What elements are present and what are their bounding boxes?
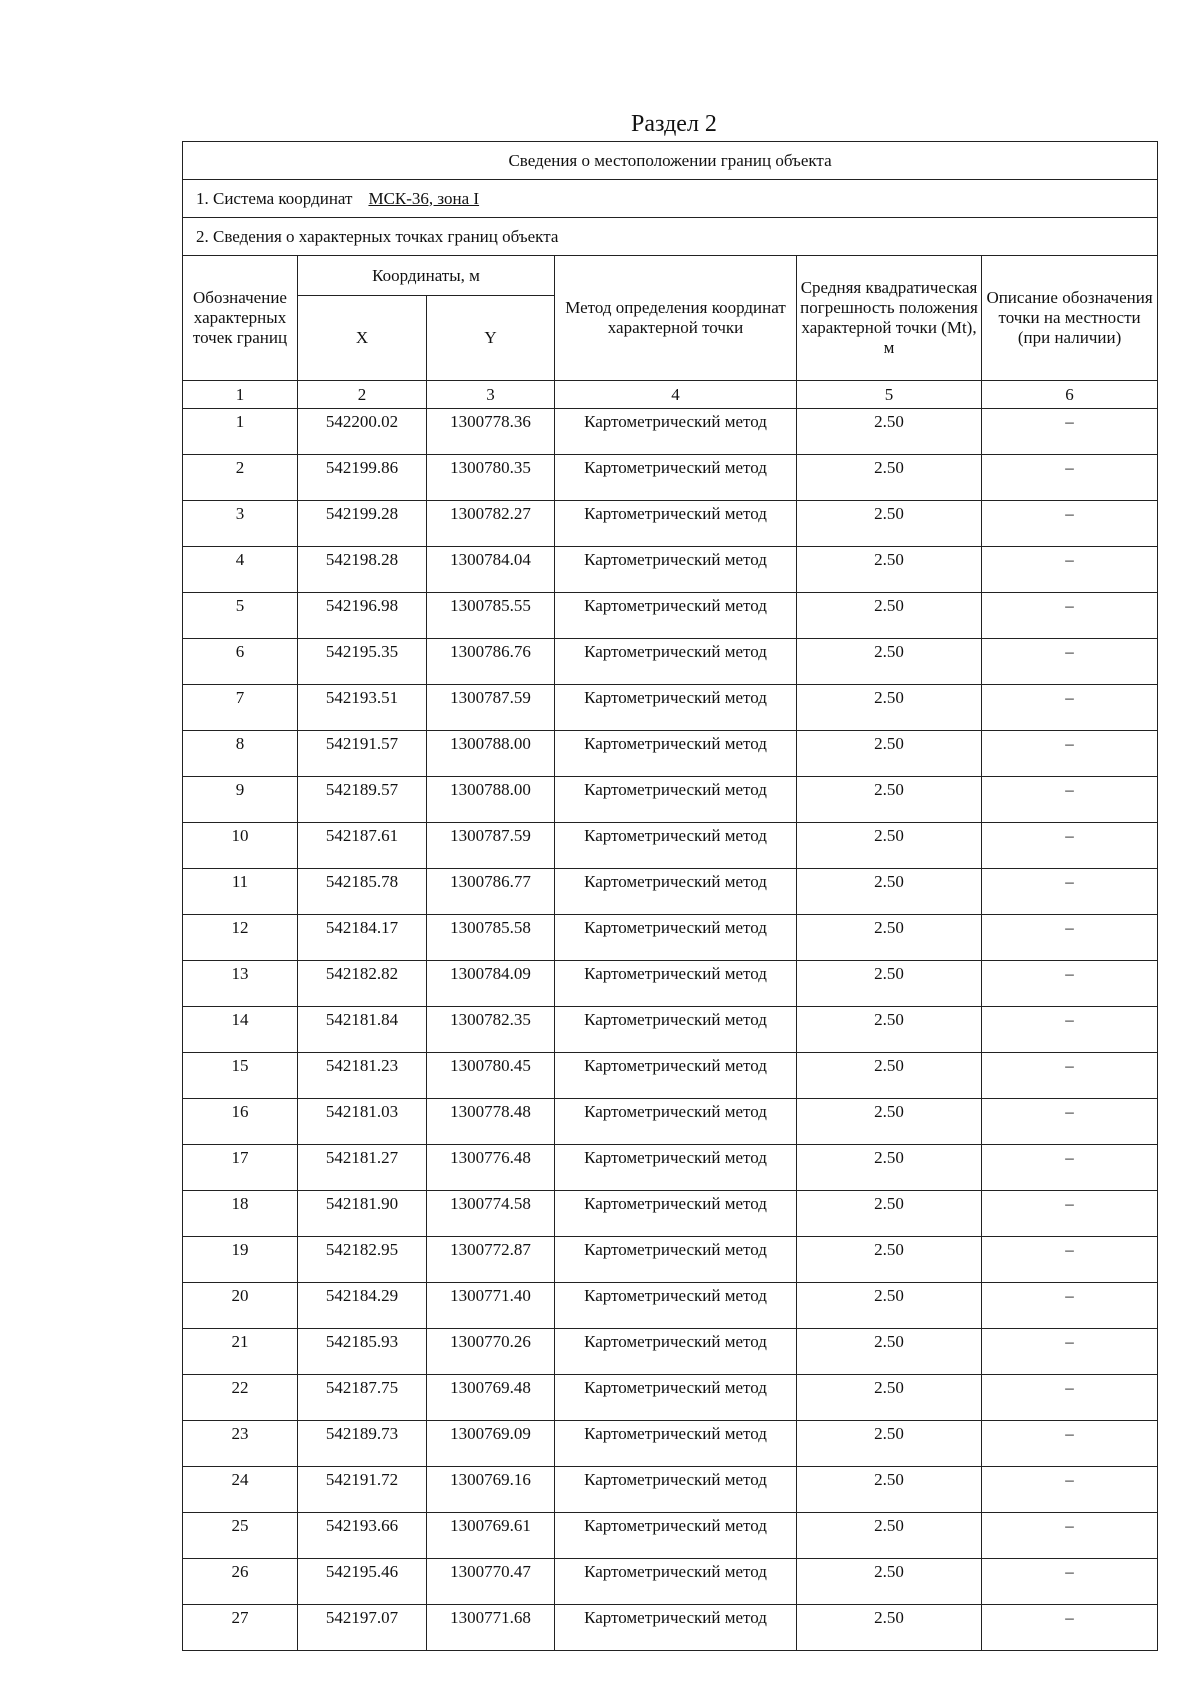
method-cell: Картометрический метод bbox=[555, 1467, 797, 1513]
y-coordinate-cell: 1300771.68 bbox=[427, 1605, 555, 1651]
x-coordinate-cell: 542189.73 bbox=[298, 1421, 427, 1467]
table-row bbox=[183, 915, 1158, 961]
accuracy-cell: 2.50 bbox=[797, 1513, 982, 1559]
accuracy-cell: 2.50 bbox=[797, 685, 982, 731]
accuracy-cell: 2.50 bbox=[797, 639, 982, 685]
accuracy-cell: 2.50 bbox=[797, 501, 982, 547]
accuracy-cell: 2.50 bbox=[797, 1375, 982, 1421]
method-cell: Картометрический метод bbox=[555, 1513, 797, 1559]
y-coordinate-cell: 1300786.76 bbox=[427, 639, 555, 685]
boundary-points-table bbox=[182, 141, 1158, 1651]
column-number: 2 bbox=[298, 381, 427, 409]
accuracy-cell: 2.50 bbox=[797, 823, 982, 869]
table-row bbox=[183, 1099, 1158, 1145]
x-coordinate-cell: 542187.75 bbox=[298, 1375, 427, 1421]
x-coordinate-cell: 542187.61 bbox=[298, 823, 427, 869]
table-row bbox=[183, 639, 1158, 685]
x-coordinate-cell: 542181.23 bbox=[298, 1053, 427, 1099]
x-coordinate-cell: 542195.35 bbox=[298, 639, 427, 685]
method-cell: Картометрический метод bbox=[555, 455, 797, 501]
x-coordinate-cell: 542184.17 bbox=[298, 915, 427, 961]
table-row bbox=[183, 1605, 1158, 1651]
header-accuracy: Средняя квадратическая погрешность положения характерной точки (Mt), м bbox=[797, 256, 982, 381]
point-number-cell: 3 bbox=[183, 501, 298, 547]
description-cell: – bbox=[982, 1283, 1158, 1329]
coordinate-system-value: МСК-36, зона I bbox=[368, 188, 480, 208]
method-cell: Картометрический метод bbox=[555, 823, 797, 869]
description-cell: – bbox=[982, 593, 1158, 639]
x-coordinate-cell: 542195.46 bbox=[298, 1559, 427, 1605]
method-cell: Картометрический метод bbox=[555, 961, 797, 1007]
x-coordinate-cell: 542185.93 bbox=[298, 1329, 427, 1375]
y-coordinate-cell: 1300784.09 bbox=[427, 961, 555, 1007]
description-cell: – bbox=[982, 1605, 1158, 1651]
accuracy-cell: 2.50 bbox=[797, 731, 982, 777]
method-cell: Картометрический метод bbox=[555, 593, 797, 639]
accuracy-cell: 2.50 bbox=[797, 1329, 982, 1375]
header-description: Описание обозначения точки на местности (при наличии) bbox=[982, 256, 1158, 381]
table-row bbox=[183, 961, 1158, 1007]
accuracy-cell: 2.50 bbox=[797, 1007, 982, 1053]
method-cell: Картометрический метод bbox=[555, 685, 797, 731]
method-cell: Картометрический метод bbox=[555, 639, 797, 685]
accuracy-cell: 2.50 bbox=[797, 1467, 982, 1513]
x-coordinate-cell: 542184.29 bbox=[298, 1283, 427, 1329]
accuracy-cell: 2.50 bbox=[797, 1099, 982, 1145]
table-row bbox=[183, 731, 1158, 777]
accuracy-cell: 2.50 bbox=[797, 409, 982, 455]
accuracy-cell: 2.50 bbox=[797, 1283, 982, 1329]
coordinate-system-label: 1. Система координат bbox=[196, 188, 353, 208]
column-number: 4 bbox=[555, 381, 797, 409]
x-coordinate-cell: 542198.28 bbox=[298, 547, 427, 593]
accuracy-cell: 2.50 bbox=[797, 1421, 982, 1467]
method-cell: Картометрический метод bbox=[555, 1237, 797, 1283]
y-coordinate-cell: 1300770.26 bbox=[427, 1329, 555, 1375]
description-cell: – bbox=[982, 501, 1158, 547]
table-row bbox=[183, 1145, 1158, 1191]
accuracy-cell: 2.50 bbox=[797, 593, 982, 639]
y-coordinate-cell: 1300769.16 bbox=[427, 1467, 555, 1513]
x-coordinate-cell: 542197.07 bbox=[298, 1605, 427, 1651]
x-coordinate-cell: 542193.66 bbox=[298, 1513, 427, 1559]
column-number: 3 bbox=[427, 381, 555, 409]
table-row bbox=[183, 1329, 1158, 1375]
table-row bbox=[183, 685, 1158, 731]
x-coordinate-cell: 542182.95 bbox=[298, 1237, 427, 1283]
description-cell: – bbox=[982, 1421, 1158, 1467]
point-number-cell: 21 bbox=[183, 1329, 298, 1375]
table-row bbox=[183, 869, 1158, 915]
coordinate-system-row bbox=[183, 180, 1158, 218]
accuracy-cell: 2.50 bbox=[797, 1145, 982, 1191]
accuracy-cell: 2.50 bbox=[797, 1605, 982, 1651]
y-coordinate-cell: 1300770.47 bbox=[427, 1559, 555, 1605]
table-row bbox=[183, 409, 1158, 455]
y-coordinate-cell: 1300785.58 bbox=[427, 915, 555, 961]
description-cell: – bbox=[982, 409, 1158, 455]
accuracy-cell: 2.50 bbox=[797, 1053, 982, 1099]
description-cell: – bbox=[982, 455, 1158, 501]
table-row bbox=[183, 1237, 1158, 1283]
points-section-title: 2. Сведения о характерных точках границ объекта bbox=[183, 218, 1158, 256]
description-cell: – bbox=[982, 915, 1158, 961]
accuracy-cell: 2.50 bbox=[797, 869, 982, 915]
description-cell: – bbox=[982, 1053, 1158, 1099]
point-number-cell: 6 bbox=[183, 639, 298, 685]
point-number-cell: 15 bbox=[183, 1053, 298, 1099]
x-coordinate-cell: 542191.72 bbox=[298, 1467, 427, 1513]
x-coordinate-cell: 542196.98 bbox=[298, 593, 427, 639]
x-coordinate-cell: 542181.03 bbox=[298, 1099, 427, 1145]
x-coordinate-cell: 542199.28 bbox=[298, 501, 427, 547]
method-cell: Картометрический метод bbox=[555, 869, 797, 915]
header-x: X bbox=[298, 296, 427, 381]
y-coordinate-cell: 1300769.61 bbox=[427, 1513, 555, 1559]
x-coordinate-cell: 542181.27 bbox=[298, 1145, 427, 1191]
description-cell: – bbox=[982, 1191, 1158, 1237]
method-cell: Картометрический метод bbox=[555, 1375, 797, 1421]
method-cell: Картометрический метод bbox=[555, 501, 797, 547]
point-number-cell: 19 bbox=[183, 1237, 298, 1283]
method-cell: Картометрический метод bbox=[555, 1329, 797, 1375]
description-cell: – bbox=[982, 639, 1158, 685]
table-title: Сведения о местоположении границ объекта bbox=[183, 142, 1158, 180]
point-number-cell: 26 bbox=[183, 1559, 298, 1605]
description-cell: – bbox=[982, 1237, 1158, 1283]
table-row bbox=[183, 1007, 1158, 1053]
y-coordinate-cell: 1300782.35 bbox=[427, 1007, 555, 1053]
header-point: Обозначение характерных точек границ bbox=[183, 256, 298, 381]
point-number-cell: 12 bbox=[183, 915, 298, 961]
y-coordinate-cell: 1300769.09 bbox=[427, 1421, 555, 1467]
point-number-cell: 11 bbox=[183, 869, 298, 915]
y-coordinate-cell: 1300771.40 bbox=[427, 1283, 555, 1329]
point-number-cell: 23 bbox=[183, 1421, 298, 1467]
column-number: 1 bbox=[183, 381, 298, 409]
header-y: Y bbox=[427, 296, 555, 381]
table-row bbox=[183, 593, 1158, 639]
x-coordinate-cell: 542185.78 bbox=[298, 869, 427, 915]
description-cell: – bbox=[982, 777, 1158, 823]
table-row bbox=[183, 1283, 1158, 1329]
y-coordinate-cell: 1300780.45 bbox=[427, 1053, 555, 1099]
description-cell: – bbox=[982, 1329, 1158, 1375]
y-coordinate-cell: 1300778.48 bbox=[427, 1099, 555, 1145]
table-row bbox=[183, 547, 1158, 593]
table-row bbox=[183, 1559, 1158, 1605]
y-coordinate-cell: 1300774.58 bbox=[427, 1191, 555, 1237]
point-number-cell: 20 bbox=[183, 1283, 298, 1329]
y-coordinate-cell: 1300780.35 bbox=[427, 455, 555, 501]
point-number-cell: 7 bbox=[183, 685, 298, 731]
description-cell: – bbox=[982, 1559, 1158, 1605]
method-cell: Картометрический метод bbox=[555, 409, 797, 455]
header-method: Метод определения координат характерной точки bbox=[555, 256, 797, 381]
description-cell: – bbox=[982, 685, 1158, 731]
method-cell: Картометрический метод bbox=[555, 1559, 797, 1605]
accuracy-cell: 2.50 bbox=[797, 547, 982, 593]
method-cell: Картометрический метод bbox=[555, 1605, 797, 1651]
x-coordinate-cell: 542182.82 bbox=[298, 961, 427, 1007]
description-cell: – bbox=[982, 1467, 1158, 1513]
point-number-cell: 2 bbox=[183, 455, 298, 501]
description-cell: – bbox=[982, 869, 1158, 915]
method-cell: Картометрический метод bbox=[555, 1099, 797, 1145]
table-row bbox=[183, 1421, 1158, 1467]
description-cell: – bbox=[982, 823, 1158, 869]
section-title: Раздел 2 bbox=[631, 111, 717, 137]
accuracy-cell: 2.50 bbox=[797, 777, 982, 823]
method-cell: Картометрический метод bbox=[555, 1053, 797, 1099]
method-cell: Картометрический метод bbox=[555, 1283, 797, 1329]
method-cell: Картометрический метод bbox=[555, 777, 797, 823]
x-coordinate-cell: 542200.02 bbox=[298, 409, 427, 455]
column-number: 5 bbox=[797, 381, 982, 409]
table-row bbox=[183, 501, 1158, 547]
table-row bbox=[183, 1513, 1158, 1559]
table-row bbox=[183, 1375, 1158, 1421]
y-coordinate-cell: 1300788.00 bbox=[427, 777, 555, 823]
accuracy-cell: 2.50 bbox=[797, 915, 982, 961]
x-coordinate-cell: 542181.90 bbox=[298, 1191, 427, 1237]
accuracy-cell: 2.50 bbox=[797, 455, 982, 501]
y-coordinate-cell: 1300786.77 bbox=[427, 869, 555, 915]
y-coordinate-cell: 1300772.87 bbox=[427, 1237, 555, 1283]
y-coordinate-cell: 1300776.48 bbox=[427, 1145, 555, 1191]
y-coordinate-cell: 1300778.36 bbox=[427, 409, 555, 455]
point-number-cell: 10 bbox=[183, 823, 298, 869]
table-row bbox=[183, 1467, 1158, 1513]
point-number-cell: 24 bbox=[183, 1467, 298, 1513]
y-coordinate-cell: 1300769.48 bbox=[427, 1375, 555, 1421]
column-number: 6 bbox=[982, 381, 1158, 409]
y-coordinate-cell: 1300782.27 bbox=[427, 501, 555, 547]
point-number-cell: 25 bbox=[183, 1513, 298, 1559]
method-cell: Картометрический метод bbox=[555, 1007, 797, 1053]
description-cell: – bbox=[982, 731, 1158, 777]
point-number-cell: 22 bbox=[183, 1375, 298, 1421]
y-coordinate-cell: 1300787.59 bbox=[427, 823, 555, 869]
x-coordinate-cell: 542199.86 bbox=[298, 455, 427, 501]
method-cell: Картометрический метод bbox=[555, 1191, 797, 1237]
accuracy-cell: 2.50 bbox=[797, 1559, 982, 1605]
description-cell: – bbox=[982, 547, 1158, 593]
description-cell: – bbox=[982, 1375, 1158, 1421]
table-row bbox=[183, 777, 1158, 823]
y-coordinate-cell: 1300784.04 bbox=[427, 547, 555, 593]
accuracy-cell: 2.50 bbox=[797, 961, 982, 1007]
table-row bbox=[183, 1053, 1158, 1099]
x-coordinate-cell: 542189.57 bbox=[298, 777, 427, 823]
description-cell: – bbox=[982, 1007, 1158, 1053]
point-number-cell: 13 bbox=[183, 961, 298, 1007]
point-number-cell: 18 bbox=[183, 1191, 298, 1237]
description-cell: – bbox=[982, 961, 1158, 1007]
method-cell: Картометрический метод bbox=[555, 915, 797, 961]
point-number-cell: 4 bbox=[183, 547, 298, 593]
point-number-cell: 27 bbox=[183, 1605, 298, 1651]
accuracy-cell: 2.50 bbox=[797, 1237, 982, 1283]
accuracy-cell: 2.50 bbox=[797, 1191, 982, 1237]
method-cell: Картометрический метод bbox=[555, 1421, 797, 1467]
x-coordinate-cell: 542191.57 bbox=[298, 731, 427, 777]
description-cell: – bbox=[982, 1099, 1158, 1145]
point-number-cell: 9 bbox=[183, 777, 298, 823]
header-coordinates: Координаты, м bbox=[298, 256, 555, 296]
table-row bbox=[183, 1191, 1158, 1237]
point-number-cell: 1 bbox=[183, 409, 298, 455]
method-cell: Картометрический метод bbox=[555, 731, 797, 777]
x-coordinate-cell: 542193.51 bbox=[298, 685, 427, 731]
point-number-cell: 5 bbox=[183, 593, 298, 639]
description-cell: – bbox=[982, 1513, 1158, 1559]
y-coordinate-cell: 1300787.59 bbox=[427, 685, 555, 731]
point-number-cell: 14 bbox=[183, 1007, 298, 1053]
point-number-cell: 17 bbox=[183, 1145, 298, 1191]
method-cell: Картометрический метод bbox=[555, 1145, 797, 1191]
x-coordinate-cell: 542181.84 bbox=[298, 1007, 427, 1053]
point-number-cell: 16 bbox=[183, 1099, 298, 1145]
y-coordinate-cell: 1300785.55 bbox=[427, 593, 555, 639]
point-number-cell: 8 bbox=[183, 731, 298, 777]
table-row bbox=[183, 455, 1158, 501]
y-coordinate-cell: 1300788.00 bbox=[427, 731, 555, 777]
method-cell: Картометрический метод bbox=[555, 547, 797, 593]
table-row bbox=[183, 823, 1158, 869]
description-cell: – bbox=[982, 1145, 1158, 1191]
